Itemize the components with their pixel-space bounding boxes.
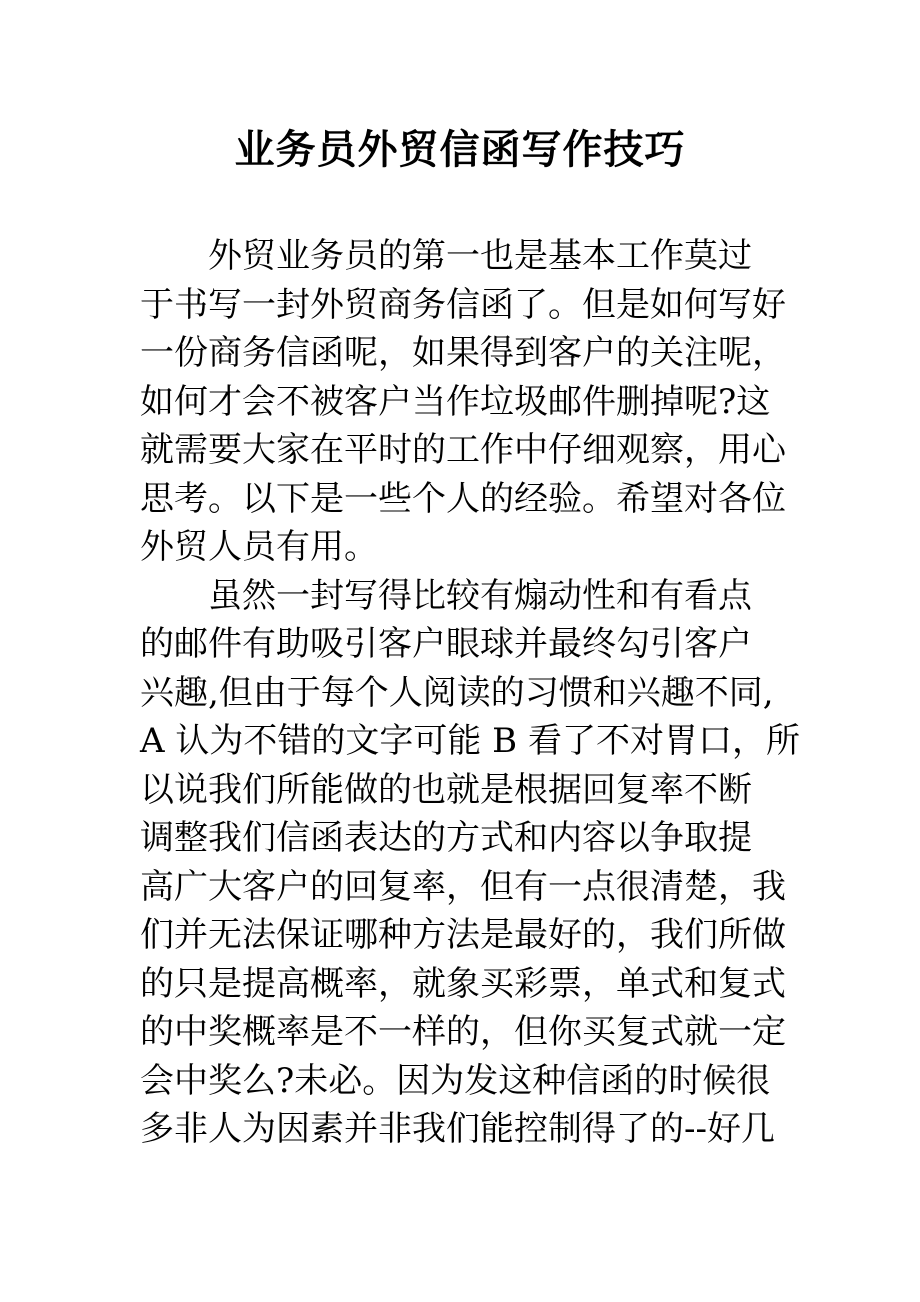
paragraph-line: 虽然一封写得比较有煽动性和有看点: [208, 575, 752, 616]
paragraph-line: 于书写一封外贸商务信函了。但是如何写好: [140, 284, 786, 325]
paragraph-line: 如何才会不被客户当作垃圾邮件删掉呢?这: [140, 381, 771, 422]
paragraph-line: 高广大客户的回复率，但有一点很清楚，我: [140, 866, 786, 907]
paragraph-line: 一份商务信函呢，如果得到客户的关注呢，: [140, 333, 786, 373]
paragraph-line: 会中奖么?未必。因为发这种信函的时候很: [140, 1060, 771, 1101]
document-body: [140, 232, 800, 1154]
paragraph-1: [140, 232, 800, 572]
document-title: 业务员外贸信函写作技巧: [234, 126, 686, 173]
paragraph-line: 兴趣,但由于每个人阅读的习惯和兴趣不同,: [140, 672, 774, 713]
paragraph-line: 调整我们信函表达的方式和内容以争取提: [140, 818, 752, 858]
paragraph-2: [140, 572, 800, 1154]
paragraph-line: 以说我们所能做的也就是根据回复率不断: [140, 769, 752, 810]
paragraph-line: A 认为不错的文字可能 B 看了不对胃口，所: [140, 721, 800, 761]
paragraph-line: 多非人为因素并非我们能控制得了的--好几: [140, 1109, 775, 1149]
paragraph-line: 的中奖概率是不一样的，但你买复式就一定: [140, 1012, 786, 1052]
paragraph-line: 们并无法保证哪种方法是最好的，我们所做: [140, 915, 786, 955]
paragraph-line: 就需要大家在平时的工作中仔细观察，用心: [140, 430, 786, 470]
paragraph-line: 的邮件有助吸引客户眼球并最终勾引客户: [140, 624, 752, 664]
paragraph-line: 的只是提高概率，就象买彩票，单式和复式: [140, 963, 786, 1004]
paragraph-line: 外贸人员有用。: [140, 527, 378, 567]
paragraph-line: 思考。以下是一些个人的经验。希望对各位: [140, 478, 786, 519]
paragraph-line: 外贸业务员的第一也是基本工作莫过: [208, 236, 752, 276]
